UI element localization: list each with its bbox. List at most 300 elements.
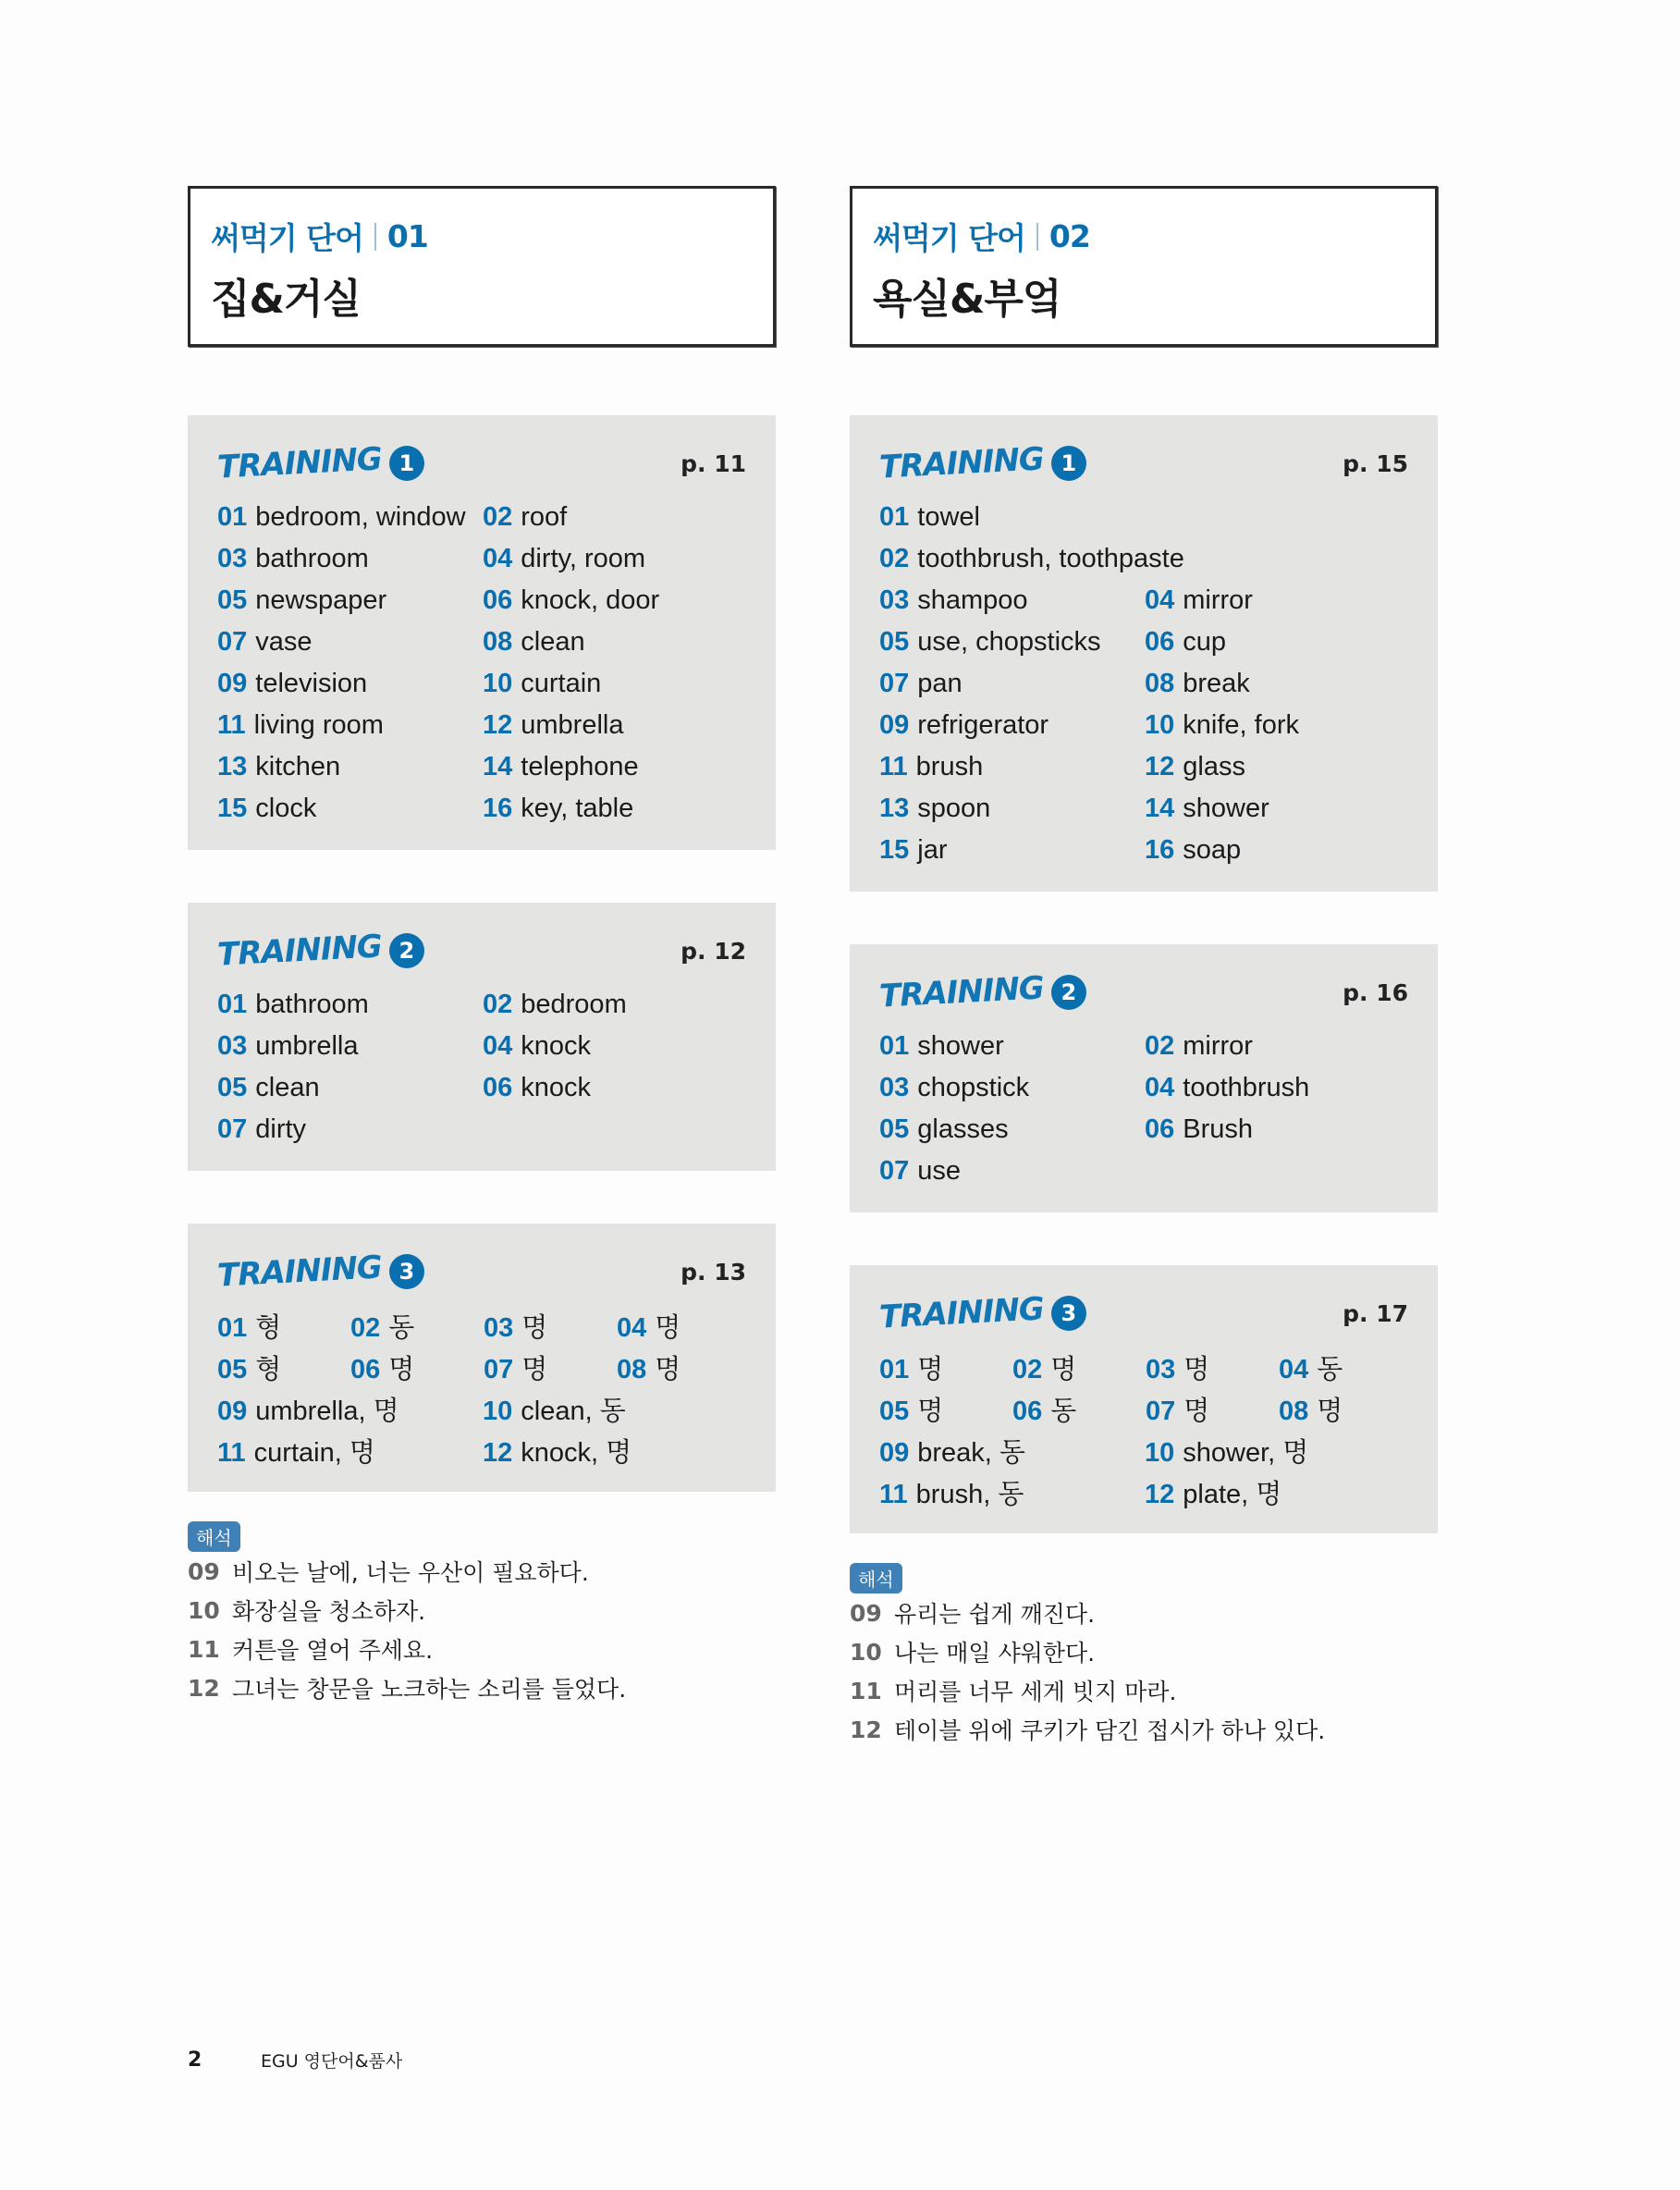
training-label: TRAINING: [878, 1290, 1045, 1336]
answer-text: 동: [1050, 1396, 1077, 1426]
page-reference: p. 16: [1343, 978, 1408, 1006]
page-footer: [188, 2048, 402, 2073]
answer-number: 02: [483, 502, 513, 532]
answer-text: mirror: [1183, 585, 1253, 615]
answer-item: [879, 669, 1145, 699]
answer-text: 형: [255, 1313, 282, 1343]
page-reference: p. 15: [1343, 449, 1408, 477]
section-header-box: [850, 186, 1438, 347]
answer-text: umbrella: [521, 710, 624, 740]
page-reference: p. 17: [1343, 1299, 1408, 1327]
section-label: 써먹기 단어: [211, 220, 363, 256]
answer-number: 02: [483, 990, 513, 1019]
answer-item: [879, 1390, 1012, 1428]
translation-text: 커튼을 열어 주세요.: [232, 1637, 434, 1664]
answer-row: [217, 1026, 748, 1067]
answer-item: [217, 544, 483, 574]
answer-row: [217, 1430, 748, 1471]
answer-item: [879, 1031, 1145, 1062]
translation-notes: [188, 1521, 776, 1707]
answer-number: 14: [483, 752, 513, 781]
answer-row: [217, 1388, 748, 1430]
answer-row: [879, 1026, 1410, 1067]
answer-item: [483, 585, 748, 616]
answer-text: use: [917, 1156, 962, 1186]
translation-number: 11: [188, 1635, 220, 1663]
training-header: [216, 928, 748, 974]
answer-text: bedroom: [521, 990, 627, 1019]
answer-item: [217, 710, 483, 741]
training-number-badge: 1: [1051, 446, 1086, 481]
answer-item: [1145, 794, 1410, 824]
answer-text: brush: [915, 752, 984, 781]
answer-text: 명: [521, 1355, 548, 1384]
training-label: TRAINING: [216, 1249, 383, 1295]
answer-text: living room: [253, 710, 384, 740]
answer-number: 13: [217, 752, 248, 781]
translation-line: [850, 1710, 1438, 1749]
answer-number: 09: [217, 669, 248, 698]
answer-number: 15: [217, 794, 248, 823]
answer-row: [217, 1305, 748, 1347]
answer-text: kitchen: [255, 752, 341, 781]
answer-number: 06: [350, 1355, 381, 1384]
answer-number: 11: [217, 1438, 246, 1468]
answer-number: 07: [217, 627, 248, 657]
answer-number: 03: [217, 1031, 248, 1061]
translation-text: 나는 매일 샤워한다.: [894, 1640, 1096, 1667]
answer-number: 04: [1145, 585, 1175, 615]
answer-item: [1145, 669, 1410, 699]
answer-item: [483, 1390, 748, 1428]
translation-badge: 해석: [850, 1563, 902, 1593]
answer-item: [617, 1307, 750, 1345]
answer-item: [1145, 585, 1410, 616]
answer-number: 11: [879, 752, 908, 781]
answer-text: jar: [917, 835, 948, 865]
answer-number: 15: [879, 835, 910, 865]
answer-text: 명: [917, 1355, 944, 1384]
answer-number: 01: [217, 990, 248, 1019]
answer-text: toothbrush, toothpaste: [917, 544, 1184, 573]
training-label: TRAINING: [216, 928, 383, 974]
answer-number: 07: [1146, 1396, 1176, 1426]
answer-item: [879, 1348, 1012, 1386]
answer-item: [1279, 1348, 1412, 1386]
answer-row: [879, 788, 1410, 830]
answer-item: [879, 1432, 1145, 1470]
answer-text: bathroom: [255, 544, 369, 573]
training-number-badge: 2: [389, 933, 424, 968]
answer-number: 07: [879, 1156, 910, 1186]
answer-text: bathroom: [255, 990, 369, 1019]
answer-row: [879, 1388, 1410, 1430]
answer-item: [484, 1348, 617, 1386]
answer-row: [217, 497, 748, 538]
training-label: TRAINING: [878, 440, 1045, 486]
training-number-badge: 1: [389, 446, 424, 481]
answer-text: key, table: [521, 794, 634, 823]
answer-text: 동: [1317, 1355, 1343, 1384]
answer-text: 명: [388, 1355, 415, 1384]
answer-text: 명: [917, 1396, 944, 1426]
answer-number: 04: [1279, 1355, 1309, 1384]
answer-text: cup: [1183, 627, 1227, 657]
answer-number: 10: [483, 1396, 513, 1426]
answer-item: [483, 669, 748, 699]
answer-item: [879, 544, 1194, 574]
answer-text: knife, fork: [1183, 710, 1299, 740]
answer-text: curtain, 명: [253, 1438, 375, 1468]
answer-item: [483, 710, 748, 741]
translation-notes: [850, 1563, 1438, 1749]
training-card: [850, 1265, 1438, 1533]
answer-item: [217, 502, 483, 533]
answer-text: 명: [655, 1313, 681, 1343]
answer-row: [217, 984, 748, 1026]
translation-line: [850, 1632, 1438, 1671]
answer-item: [617, 1348, 750, 1386]
translation-badge: 해석: [188, 1521, 240, 1552]
answer-number: 07: [879, 669, 910, 698]
answer-item: [483, 794, 748, 824]
training-logo: [878, 1290, 1086, 1336]
translation-number: 12: [188, 1674, 220, 1702]
answer-number: 01: [879, 1031, 910, 1061]
answer-text: dirty: [255, 1114, 307, 1144]
answer-item: [483, 544, 748, 574]
answer-row: [217, 1109, 748, 1150]
answer-item: [1012, 1348, 1146, 1386]
answer-item: [879, 1473, 1145, 1511]
answer-item: [483, 502, 748, 533]
answer-item: [217, 1348, 350, 1386]
section-number: 01: [386, 218, 428, 254]
answer-item: [483, 1432, 748, 1470]
answer-text: 명: [655, 1355, 681, 1384]
answer-number: 07: [217, 1114, 248, 1144]
answer-text: chopstick: [917, 1073, 1030, 1102]
answer-item: [483, 990, 748, 1020]
answer-number: 08: [1279, 1396, 1309, 1426]
answer-number: 01: [879, 502, 910, 532]
separator: [374, 223, 376, 251]
answer-text: 명: [1050, 1355, 1077, 1384]
answer-item: [217, 1073, 483, 1103]
answer-text: clock: [255, 794, 317, 823]
answer-number: 03: [1146, 1355, 1176, 1384]
training-card: [850, 944, 1438, 1212]
answer-number: 10: [1145, 710, 1175, 740]
answer-number: 12: [1145, 1480, 1175, 1509]
answer-number: 06: [483, 585, 513, 615]
answer-row: [879, 1471, 1410, 1513]
answer-number: 09: [879, 1438, 910, 1468]
training-logo: [878, 440, 1086, 486]
section-header-box: [188, 186, 776, 347]
answer-text: 명: [1317, 1396, 1343, 1426]
answer-number: 13: [879, 794, 910, 823]
answer-number: 05: [217, 1073, 248, 1102]
answer-number: 06: [483, 1073, 513, 1102]
answer-item: [1145, 1031, 1410, 1062]
answer-number: 06: [1145, 1114, 1175, 1144]
answer-number: 05: [217, 1355, 248, 1384]
training-header: [216, 1249, 748, 1295]
answer-text: newspaper: [255, 585, 387, 615]
answer-item: [879, 502, 989, 533]
answer-item: [1012, 1390, 1146, 1428]
answer-number: 08: [617, 1355, 647, 1384]
answer-row: [879, 1067, 1410, 1109]
answer-text: toothbrush: [1183, 1073, 1310, 1102]
answer-text: knock: [521, 1073, 592, 1102]
answer-item: [217, 585, 483, 616]
translation-text: 유리는 쉽게 깨진다.: [894, 1601, 1096, 1628]
answer-row: [879, 1150, 1410, 1192]
training-header: [878, 969, 1410, 1015]
section-left: [188, 186, 776, 1707]
answer-item: [1145, 1114, 1410, 1145]
answer-number: 16: [483, 794, 513, 823]
answer-number: 01: [217, 1313, 248, 1343]
answer-text: spoon: [917, 794, 991, 823]
answer-text: umbrella: [255, 1031, 359, 1061]
answer-number: 14: [1145, 794, 1175, 823]
translation-line: [188, 1591, 776, 1630]
answer-text: brush, 동: [915, 1480, 1024, 1509]
translation-number: 09: [850, 1599, 882, 1627]
answer-number: 03: [217, 544, 248, 573]
training-label: TRAINING: [878, 969, 1045, 1015]
answer-text: shower: [917, 1031, 1004, 1061]
section-title: 집&거실: [211, 276, 361, 323]
training-card: [188, 1224, 776, 1492]
answer-text: glass: [1183, 752, 1245, 781]
answer-item: [350, 1307, 484, 1345]
training-label: TRAINING: [216, 440, 383, 486]
answer-number: 08: [1145, 669, 1175, 698]
translation-number: 10: [850, 1638, 882, 1666]
answer-row: [879, 621, 1410, 663]
answer-text: 명: [521, 1313, 548, 1343]
training-logo: [878, 969, 1086, 1015]
answer-number: 04: [483, 544, 513, 573]
answer-item: [1145, 1073, 1410, 1103]
answer-item: [879, 752, 1145, 782]
answer-text: knock, 명: [521, 1438, 632, 1468]
answer-text: bedroom, window: [255, 502, 466, 532]
answer-text: curtain: [521, 669, 602, 698]
section-label: 써먹기 단어: [873, 220, 1025, 256]
answer-number: 09: [217, 1396, 248, 1426]
separator: [1036, 223, 1038, 251]
answer-text: Brush: [1183, 1114, 1254, 1144]
section-title: 욕실&부엌: [873, 276, 1061, 323]
translation-line: [188, 1552, 776, 1591]
answer-number: 02: [1012, 1355, 1043, 1384]
answer-item: [217, 990, 483, 1020]
page-reference: p. 13: [681, 1258, 746, 1286]
training-header: [878, 1290, 1410, 1336]
answer-item: [1145, 710, 1410, 741]
answer-text: vase: [255, 627, 313, 657]
translation-number: 11: [850, 1677, 882, 1704]
translation-line: [850, 1671, 1438, 1710]
answer-row: [217, 663, 748, 705]
answer-item: [217, 752, 483, 782]
answer-text: knock: [521, 1031, 592, 1061]
translation-line: [188, 1630, 776, 1668]
translation-text: 비오는 날에, 너는 우산이 필요하다.: [232, 1559, 589, 1586]
answer-row: [217, 705, 748, 746]
answer-item: [483, 1031, 748, 1062]
book-title: EGU 영단어&품사: [261, 2051, 403, 2072]
translation-text: 테이블 위에 쿠키가 담긴 접시가 하나 있다.: [894, 1717, 1326, 1744]
answer-text: 형: [255, 1355, 282, 1384]
answer-row: [879, 663, 1410, 705]
answer-item: [879, 585, 1145, 616]
answer-number: 12: [483, 710, 513, 740]
answer-number: 11: [217, 710, 246, 740]
answer-item: [484, 1307, 617, 1345]
answer-row: [217, 621, 748, 663]
training-header: [878, 440, 1410, 486]
answer-item: [879, 1156, 970, 1187]
answer-number: 12: [1145, 752, 1175, 781]
page-reference: p. 12: [681, 937, 746, 965]
answer-text: pan: [917, 669, 963, 698]
answer-number: 03: [879, 1073, 910, 1102]
answer-number: 02: [1145, 1031, 1175, 1061]
answer-text: plate, 명: [1183, 1480, 1282, 1509]
answer-item: [1145, 752, 1410, 782]
answer-text: use, chopsticks: [917, 627, 1101, 657]
translation-number: 10: [188, 1596, 220, 1624]
answer-item: [217, 1031, 483, 1062]
answer-item: [879, 627, 1145, 658]
answer-number: 06: [1012, 1396, 1043, 1426]
section-label-row: [211, 215, 753, 258]
answer-row: [217, 788, 748, 830]
answer-text: clean, 동: [521, 1396, 626, 1426]
answer-text: knock, door: [521, 585, 660, 615]
translation-text: 화장실을 청소하자.: [232, 1598, 426, 1625]
answer-number: 02: [350, 1313, 381, 1343]
answer-text: clean: [255, 1073, 320, 1102]
training-number-badge: 2: [1051, 975, 1086, 1010]
answer-row: [217, 580, 748, 621]
answer-item: [483, 752, 748, 782]
section-number: 02: [1048, 218, 1090, 254]
training-logo: [216, 1249, 424, 1295]
answer-number: 12: [483, 1438, 513, 1468]
answer-item: [879, 710, 1145, 741]
answer-number: 04: [617, 1313, 647, 1343]
answer-number: 09: [879, 710, 910, 740]
answer-text: shampoo: [917, 585, 1028, 615]
training-logo: [216, 928, 424, 974]
answer-text: 동: [388, 1313, 415, 1343]
answer-text: clean: [521, 627, 585, 657]
answer-row: [217, 1067, 748, 1109]
answer-item: [217, 627, 483, 658]
answer-item: [1146, 1348, 1279, 1386]
answer-item: [879, 794, 1145, 824]
answer-row: [879, 538, 1410, 580]
answer-item: [879, 1114, 1145, 1145]
answer-item: [217, 1307, 350, 1345]
answer-number: 04: [1145, 1073, 1175, 1102]
answer-item: [1146, 1390, 1279, 1428]
page-number: 2: [188, 2049, 202, 2072]
answer-row: [879, 705, 1410, 746]
answer-number: 07: [484, 1355, 514, 1384]
training-card: [188, 415, 776, 850]
answer-item: [1145, 1432, 1410, 1470]
translation-text: 그녀는 창문을 노크하는 소리를 들었다.: [232, 1676, 627, 1703]
answer-number: 04: [483, 1031, 513, 1061]
answer-text: dirty, room: [521, 544, 646, 573]
answer-text: mirror: [1183, 1031, 1253, 1061]
answer-number: 01: [879, 1355, 910, 1384]
answer-item: [879, 1073, 1145, 1103]
answer-text: towel: [917, 502, 980, 532]
translation-number: 09: [188, 1557, 220, 1585]
answer-row: [217, 1347, 748, 1388]
answer-number: 05: [217, 585, 248, 615]
answer-item: [483, 627, 748, 658]
answer-text: break: [1183, 669, 1250, 698]
translation-number: 12: [850, 1716, 882, 1743]
answer-row: [879, 497, 1410, 538]
answer-item: [217, 1432, 483, 1470]
answer-number: 02: [879, 544, 910, 573]
answer-text: shower: [1183, 794, 1269, 823]
answer-text: roof: [521, 502, 568, 532]
page-reference: p. 11: [681, 449, 746, 477]
training-number-badge: 3: [389, 1254, 424, 1289]
answer-text: 명: [1183, 1396, 1210, 1426]
answer-number: 03: [484, 1313, 514, 1343]
section-right: [850, 186, 1438, 1749]
answer-text: shower, 명: [1183, 1438, 1309, 1468]
answer-number: 11: [879, 1480, 908, 1509]
answer-row: [217, 746, 748, 788]
training-card: [850, 415, 1438, 892]
answer-item: [1279, 1390, 1412, 1428]
answer-item: [350, 1348, 484, 1386]
answer-text: 명: [1183, 1355, 1210, 1384]
answer-row: [879, 746, 1410, 788]
answer-text: umbrella, 명: [255, 1396, 399, 1426]
answer-item: [217, 1390, 483, 1428]
answer-number: 01: [217, 502, 248, 532]
answer-item: [1145, 1473, 1410, 1511]
answer-item: [217, 1114, 315, 1145]
answer-row: [879, 1347, 1410, 1388]
answer-row: [879, 1430, 1410, 1471]
answer-number: 05: [879, 1396, 910, 1426]
answer-text: soap: [1183, 835, 1242, 865]
answer-row: [217, 538, 748, 580]
answer-number: 05: [879, 627, 910, 657]
answer-row: [879, 580, 1410, 621]
answer-item: [217, 794, 483, 824]
answer-item: [483, 1073, 748, 1103]
answer-number: 10: [483, 669, 513, 698]
answer-text: glasses: [917, 1114, 1009, 1144]
